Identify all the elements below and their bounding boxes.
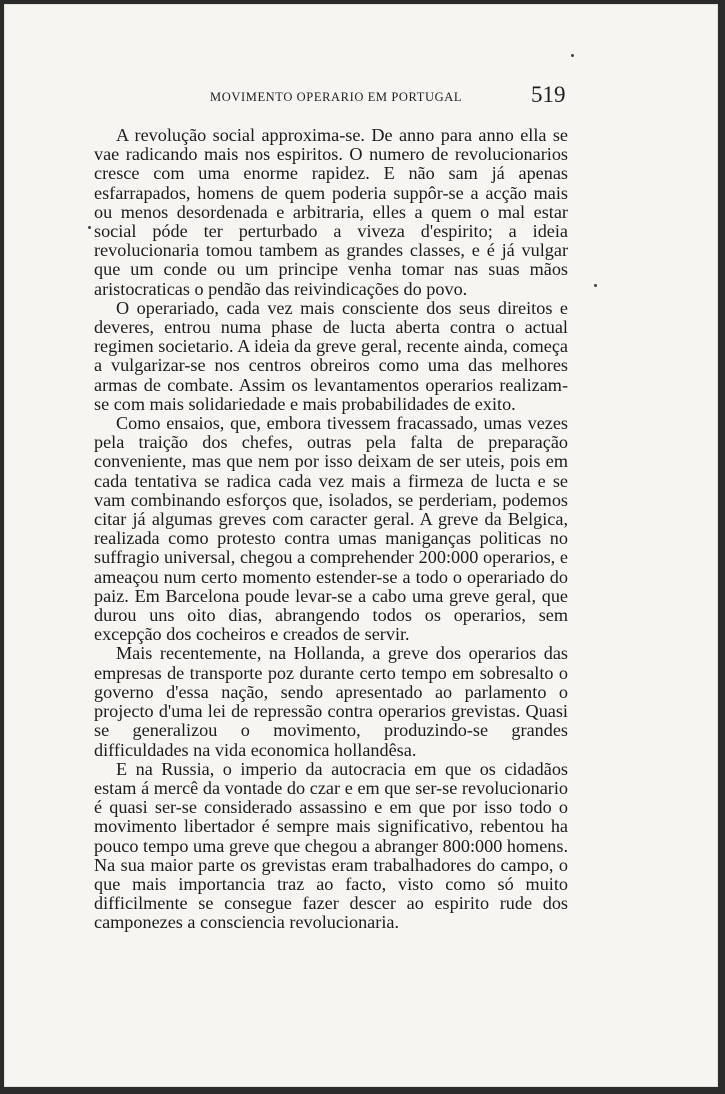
page-number: 519 xyxy=(531,82,566,107)
body-text xyxy=(94,126,568,933)
paragraph-hollanda: Mais recentemente, na Hollanda, a greve dos operarios das empresas de transporte poz durante certo tempo em sobresalto o governo d'essa nação, sendo apresentado ao parlamento o projecto d'uma lei de repressão contra operarios grevistas. Quasi se generalizou o movimento, produzindo-se grandes difficuldades na vida economica hollandêsa. xyxy=(94,643,568,760)
page-header xyxy=(4,84,718,114)
paragraph-operariado: O operariado, cada vez mais consciente dos seus direitos e deveres, entrou numa phase de lucta aberta contra o actual regimen societario. A ideia da greve geral, recente ainda, começa a vulgarizar-se nos centros obreiros como uma das melhores armas de combate. Assim os levantamentos operarios realizam-se com mais solidariedade e mais probabilidades de exito. xyxy=(94,297,568,414)
print-speck xyxy=(571,54,574,57)
running-title: MOVIMENTO OPERARIO EM PORTUGAL xyxy=(210,90,463,104)
print-speck xyxy=(594,284,597,287)
book-page xyxy=(4,4,718,1087)
paragraph-revolution: A revolução social approxima-se. De anno para anno ella se vae radicando mais nos espiritos. O numero de revolucionarios cresce com uma enorme rapidez. E não sam já apenas esfarrapados, homens de quem poderia suppôr-se a acção mais ou menos desordenada e arbitraria, elles a quem o mal estar social póde ter perturbado a viveza d'espirito; a ideia revolucionaria tomou tambem as grandes classes, e é já vulgar que um conde ou um principe venha tomar nas suas mãos aristocraticas o pendão das reivindicações do povo. xyxy=(94,125,568,299)
print-speck xyxy=(88,226,91,229)
paragraph-russia: E na Russia, o imperio da autocracia em que os cidadãos estam á mercê da vontade do czar e em que ser-se revolucionario é quasi ser-se considerado assassino e em que por isso todo o movimento libertador é sempre mais significativo, rebentou ha pouco tempo uma greve que chegou a abranger 800:000 homens. Na sua maior parte os grevistas eram trabalhadores do campo, o que mais importancia traz ao facto, visto como só muito difficilmente se consegue fazer descer ao espirito rude dos camponezes a consciencia revolucionaria. xyxy=(94,758,568,933)
paragraph-ensaios: Como ensaios, que, embora tivessem fracassado, umas vezes pela traição dos chefes, outras pela falta de preparação conveniente, mas que nem por isso deixam de ser uteis, pois em cada tentativa se radica cada vez mais a firmeza de lucta e se vam combinando esforços que, isolados, se perderiam, podemos citar já algumas greves com caracter geral. A greve da Belgica, realizada como protesto contra umas maniganças politicas no suffragio universal, chegou a comprehender 200:000 operarios, e ameaçou num certo momento estender-se a todo o operariado do paiz. Em Barcelona poude levar-se a cabo uma greve geral, que durou uns oito dias, abrangendo todos os operarios, sem excepção dos cocheiros e creados de servir. xyxy=(94,413,568,645)
